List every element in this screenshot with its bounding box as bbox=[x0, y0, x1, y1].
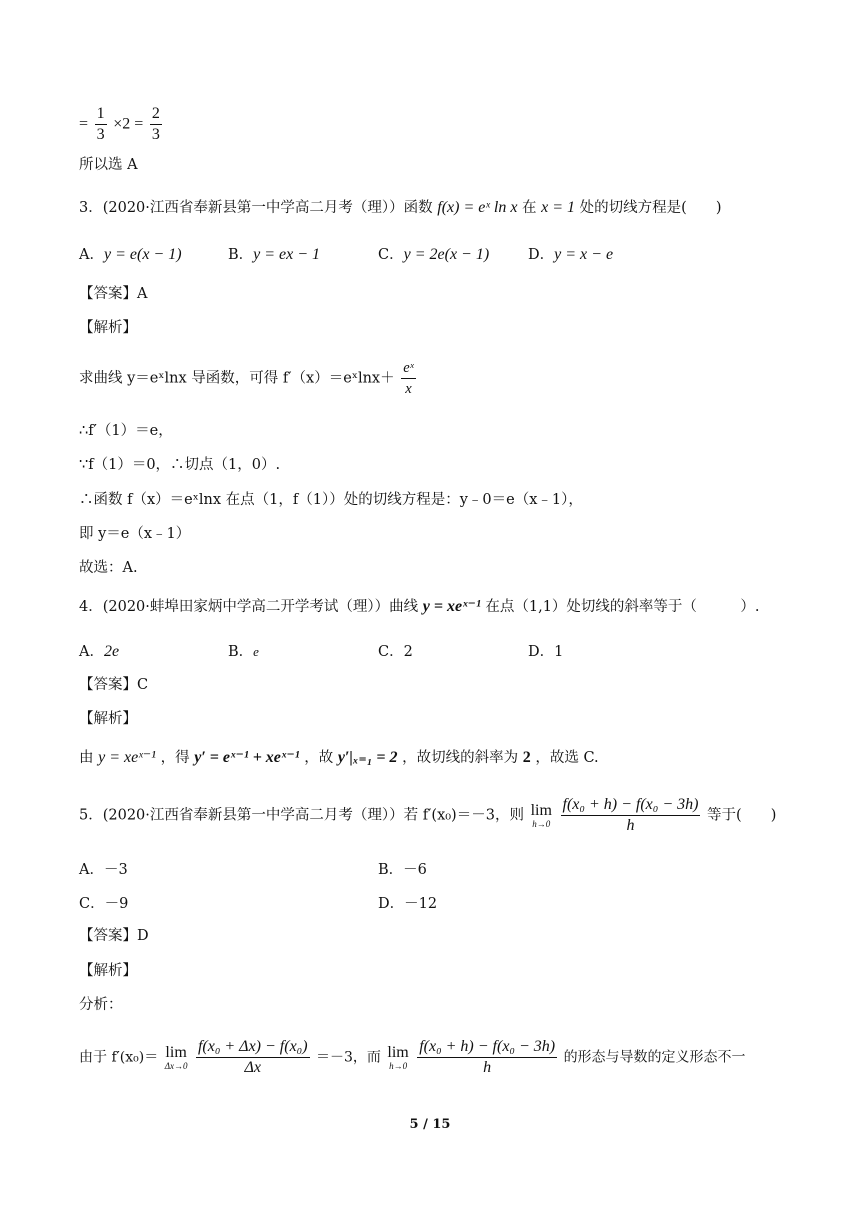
q3-stem bbox=[79, 198, 722, 218]
q4-stem-suffix: 在点（1,1）处切线的斜率等于（ ）. bbox=[485, 599, 760, 615]
option-letter: B． bbox=[228, 644, 254, 660]
q4-sol-derivative: y′ = eˣ⁻¹ + xeˣ⁻¹ bbox=[194, 749, 300, 766]
q5-fraction bbox=[561, 795, 701, 836]
q4-sol-p2: ，得 bbox=[160, 750, 190, 766]
q5-analysis-head: 分析： bbox=[79, 997, 123, 1013]
q5-sol-p3: 的形态与导数的定义形态不一 bbox=[563, 1049, 746, 1066]
option-text: 2e bbox=[103, 643, 120, 660]
frac-num: 2 bbox=[150, 104, 162, 125]
option-text: －12 bbox=[404, 896, 438, 912]
lim-sub: Δx→0 bbox=[164, 1060, 188, 1071]
q5-stem-prefix: 5．(2020·江西省奉新县第一中学高二月考（理））若 f′(x₀)＝－3，则 bbox=[79, 807, 524, 824]
option-text: －9 bbox=[104, 896, 129, 912]
q4-answer: 【答案】C bbox=[79, 677, 149, 693]
q3-option-b[interactable] bbox=[228, 243, 320, 264]
option-letter: D． bbox=[528, 644, 555, 660]
calc-prefix: = bbox=[79, 115, 89, 133]
frac-num: eˣ bbox=[401, 358, 416, 379]
option-letter: C． bbox=[378, 247, 404, 263]
q4-sol-p4: ，故切线的斜率为 bbox=[402, 750, 519, 766]
q4-analysis-label: 【解析】 bbox=[79, 711, 137, 727]
q5-sol-limit bbox=[387, 1045, 408, 1071]
q5-answer: 【答案】D bbox=[79, 928, 149, 944]
lim-word: lim bbox=[530, 801, 552, 819]
option-letter: C． bbox=[79, 896, 105, 912]
option-text: 2 bbox=[403, 644, 413, 660]
frac-den: h bbox=[626, 817, 635, 834]
q3-point: x = 1 bbox=[541, 199, 576, 216]
frac-den: 3 bbox=[151, 126, 160, 143]
q4-sol-p3: ，故 bbox=[304, 750, 334, 766]
option-text: y = e(x − 1) bbox=[103, 246, 182, 263]
option-letter: A． bbox=[79, 644, 104, 660]
frac-num: f(x₀ + Δx) − f(x₀) bbox=[196, 1037, 310, 1058]
q3-func: f(x) = eˣ ln x bbox=[437, 199, 518, 216]
option-letter: B． bbox=[228, 247, 254, 263]
q4-option-c[interactable] bbox=[378, 640, 413, 661]
q4-sol-curve: y = xeˣ⁻¹ bbox=[98, 749, 156, 766]
option-letter: B． bbox=[378, 862, 404, 878]
q3-sol1-fraction bbox=[401, 358, 416, 399]
q4-sol-value: 2 bbox=[522, 749, 531, 766]
q4-stem bbox=[79, 597, 760, 617]
q5-def-fraction bbox=[196, 1037, 310, 1078]
q5-sol-p1: 由于 f′(x₀)＝ bbox=[79, 1049, 159, 1066]
q3-solution-4: ∴函数 f（x）＝eˣlnx 在点（1，f（1））处的切线方程是：y﹣0＝e（x﹣1）， bbox=[79, 492, 583, 508]
frac-num: 1 bbox=[95, 104, 107, 125]
q5-def-limit bbox=[165, 1045, 188, 1071]
frac-den: h bbox=[483, 1059, 492, 1076]
q3-option-a[interactable] bbox=[79, 243, 182, 264]
q5-stem bbox=[79, 795, 776, 836]
option-text: 1 bbox=[554, 644, 564, 660]
q3-sol1-text: 求曲线 y＝eˣlnx 导函数，可得 f′（x）＝eˣlnx＋ bbox=[79, 370, 395, 387]
lim-word: lim bbox=[165, 1043, 187, 1061]
q4-sol-evaluation: y′|ₓ₌₁ = 2 bbox=[337, 749, 398, 766]
fraction-one-third bbox=[95, 104, 107, 145]
frac-den: x bbox=[405, 381, 412, 397]
q4-curve: y = xeˣ⁻¹ bbox=[422, 598, 481, 615]
option-letter: D． bbox=[528, 247, 555, 263]
q4-option-d[interactable] bbox=[528, 640, 563, 661]
frac-num: f(x₀ + h) − f(x₀ − 3h) bbox=[417, 1037, 557, 1058]
q3-solution-1 bbox=[79, 358, 418, 399]
fraction-two-thirds bbox=[150, 104, 162, 145]
option-letter: A． bbox=[79, 247, 104, 263]
option-text: －3 bbox=[103, 862, 128, 878]
option-text: e bbox=[253, 644, 259, 659]
q3-solution-2: ∴f′（1）＝e， bbox=[79, 423, 173, 439]
option-text: y = 2e(x − 1) bbox=[403, 246, 490, 263]
option-text: y = x − e bbox=[554, 246, 614, 263]
q3-solution-3: ∵f（1）＝0，∴切点（1，0）. bbox=[79, 457, 281, 473]
q4-option-b[interactable] bbox=[228, 640, 259, 661]
frac-den: Δx bbox=[244, 1059, 261, 1076]
q5-option-c[interactable] bbox=[79, 892, 128, 913]
q5-analysis-label: 【解析】 bbox=[79, 963, 137, 979]
lim-sub: h→0 bbox=[532, 818, 551, 829]
q4-sol-p5: ，故选 C. bbox=[535, 750, 599, 766]
lim-sub: h→0 bbox=[389, 1060, 408, 1071]
option-letter: C． bbox=[378, 644, 404, 660]
q5-option-b[interactable] bbox=[378, 858, 427, 879]
q3-mid: 在 bbox=[522, 200, 537, 216]
calc-line bbox=[79, 104, 164, 145]
q5-sol-fraction bbox=[417, 1037, 557, 1078]
q5-option-d[interactable] bbox=[378, 892, 437, 913]
q3-stem-prefix: 3．(2020·江西省奉新县第一中学高二月考（理））函数 bbox=[79, 200, 433, 216]
calc-times: ×2 = bbox=[113, 115, 144, 133]
choose-line: 所以选 A bbox=[79, 157, 138, 173]
option-letter: A． bbox=[79, 862, 104, 878]
q3-answer: 【答案】A bbox=[79, 286, 148, 302]
q3-analysis-label: 【解析】 bbox=[79, 320, 137, 336]
q5-solution bbox=[79, 1037, 746, 1078]
q3-solution-5: 即 y＝e（x﹣1） bbox=[79, 526, 191, 542]
q5-option-a[interactable] bbox=[79, 858, 128, 879]
q4-sol-p1: 由 bbox=[79, 750, 94, 766]
option-text: y = ex − 1 bbox=[253, 246, 321, 263]
frac-den: 3 bbox=[96, 126, 105, 143]
q4-stem-prefix: 4．(2020·蚌埠田家炳中学高二开学考试（理））曲线 bbox=[79, 599, 419, 615]
q5-sol-p2: ＝－3，而 bbox=[316, 1049, 381, 1066]
lim-word: lim bbox=[387, 1043, 409, 1061]
q3-option-c[interactable] bbox=[378, 243, 489, 264]
q5-stem-suffix: 等于( ) bbox=[707, 807, 777, 824]
q3-solution-6: 故选：A. bbox=[79, 560, 138, 576]
q5-limit bbox=[531, 803, 552, 829]
q3-stem-suffix: 处的切线方程是( ) bbox=[579, 200, 722, 216]
frac-num: f(x₀ + h) − f(x₀ − 3h) bbox=[561, 795, 701, 816]
option-letter: D． bbox=[378, 896, 405, 912]
page-number: 5 / 15 bbox=[409, 1117, 451, 1132]
option-text: －6 bbox=[403, 862, 427, 878]
q4-option-a[interactable] bbox=[79, 640, 119, 661]
q3-option-d[interactable] bbox=[528, 243, 613, 264]
q4-solution bbox=[79, 748, 599, 768]
